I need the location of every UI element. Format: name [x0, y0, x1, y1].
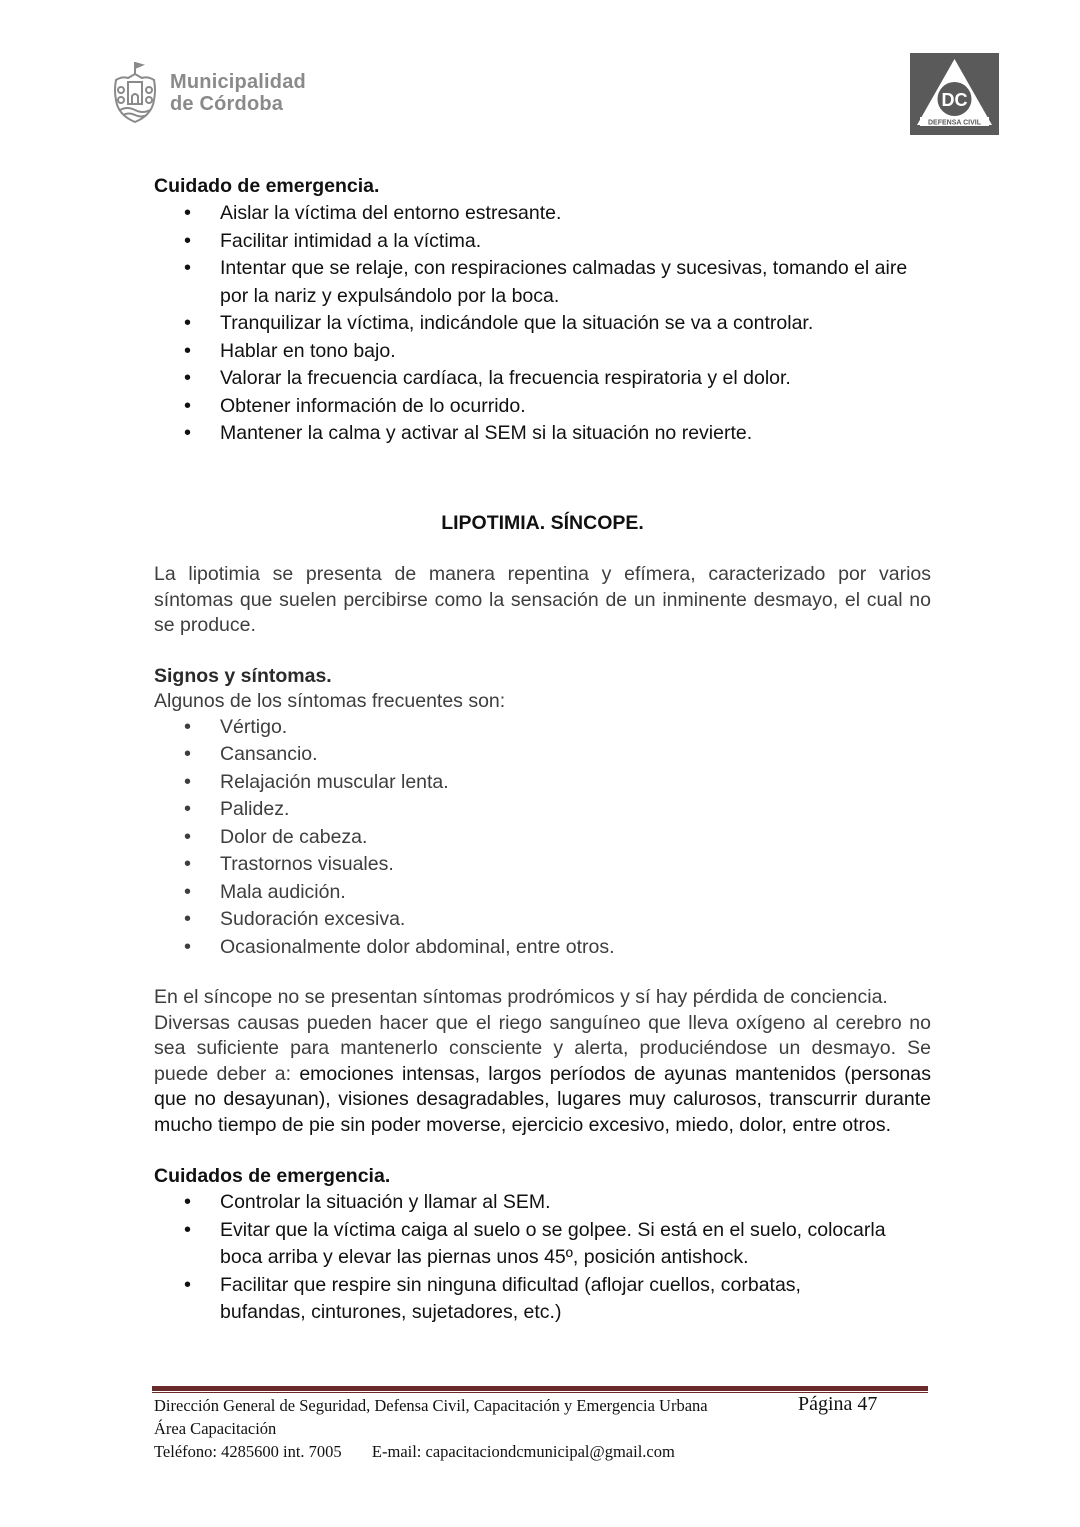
- footer-phone: Teléfono: 4285600 int. 7005: [154, 1442, 342, 1461]
- logo-text-line1: Municipalidad: [170, 71, 306, 93]
- logo-text-line2: de Córdoba: [170, 93, 284, 115]
- municipalidad-logo: [110, 60, 306, 126]
- footer-divider: [152, 1386, 928, 1391]
- defensa-civil-logo: [910, 53, 999, 135]
- causes-text-gray: Diversas causas pueden hacer que el riego sanguíneo que lleva oxígeno al cerebro no sea suficiente para mantenerlo consciente y alerta, produciéndose un desmayo. Se puede deber a:: [154, 1011, 931, 1085]
- list-item: • Sudoración excesiva.: [154, 906, 931, 934]
- page-number: Página 47: [798, 1393, 878, 1415]
- svg-text:DC: DC: [941, 90, 968, 110]
- list-item: • Tranquilizar la víctima, indicándole que la situación se va a controlar.: [154, 310, 931, 338]
- page-footer: [154, 1394, 930, 1463]
- list-item: • Controlar la situación y llamar al SEM.: [154, 1189, 931, 1217]
- list-item: • Ocasionalmente dolor abdominal, entre otros.: [154, 934, 931, 962]
- signs-intro: Algunos de los síntomas frecuentes son:: [154, 689, 506, 712]
- page-header: [0, 0, 1080, 150]
- list-item: • Facilitar que respire sin ninguna dificultad (aflojar cuellos, corbatas, bufandas, cinturones, sujetadores, etc.): [154, 1272, 931, 1327]
- list-item: • Mantener la calma y activar al SEM si la situación no revierte.: [154, 420, 931, 448]
- signs-list: [154, 714, 931, 962]
- list-item: • Obtener información de lo ocurrido.: [154, 393, 931, 421]
- list-item: • Intentar que se relaje, con respiraciones calmadas y sucesivas, tomando el aire por la nariz y expulsándolo por la boca.: [154, 255, 931, 310]
- list-item: • Evitar que la víctima caiga al suelo o se golpee. Si está en el suelo, colocarla boca arriba y elevar las piernas unos 45º, posición antishock.: [154, 1217, 931, 1272]
- section-lipotimia: [154, 562, 931, 1327]
- list-item: • Relajación muscular lenta.: [154, 769, 931, 797]
- list-item: • Valorar la frecuencia cardíaca, la frecuencia respiratoria y el dolor.: [154, 365, 931, 393]
- causes-text-black: emociones intensas, largos períodos de ayunas mantenidos (personas que no desayunan), visiones desagradables, lugares muy calurosos, transcurrir durante mucho tiempo de pie sin poder moverse, ejercicio excesivo, miedo, dolor, entre otros.: [154, 1062, 931, 1136]
- footer-department: Dirección General de Seguridad, Defensa Civil, Capacitación y Emergencia Urbana: [154, 1396, 708, 1415]
- intro-paragraph: La lipotimia se presenta de manera repentina y efímera, caracterizado por varios síntomas que suelen percibirse como la sensación de un inminente desmayo, el cual no se produce.: [154, 563, 931, 636]
- section-heading: Cuidado de emergencia.: [154, 175, 380, 197]
- list-item: • Cansancio.: [154, 741, 931, 769]
- list-item: • Trastornos visuales.: [154, 851, 931, 879]
- signs-heading: Signos y síntomas.: [154, 664, 332, 687]
- list-item: • Hablar en tono bajo.: [154, 338, 931, 366]
- list-item: • Dolor de cabeza.: [154, 824, 931, 852]
- city-crest-icon: [110, 60, 160, 126]
- defensa-civil-triangle-icon: [910, 53, 999, 135]
- care-heading: Cuidados de emergencia.: [154, 1165, 391, 1187]
- list-item: • Facilitar intimidad a la víctima.: [154, 228, 931, 256]
- list-item: • Aislar la víctima del entorno estresante.: [154, 200, 931, 228]
- footer-email: E-mail: capacitaciondcmunicipal@gmail.com: [371, 1442, 675, 1461]
- list-item: • Mala audición.: [154, 879, 931, 907]
- emergency-care-list: [154, 200, 931, 448]
- page-title: LIPOTIMIA. SÍNCOPE.: [441, 512, 644, 534]
- syncope-paragraph: En el síncope no se presentan síntomas prodrómicos y sí hay pérdida de conciencia.: [154, 986, 888, 1008]
- footer-contact: [154, 1440, 930, 1463]
- list-item: • Palidez.: [154, 796, 931, 824]
- list-item: • Vértigo.: [154, 714, 931, 742]
- section-emergency-care: [154, 172, 931, 448]
- footer-area: Área Capacitación: [154, 1419, 277, 1438]
- care-list: [154, 1189, 931, 1327]
- svg-text:DEFENSA CIVIL: DEFENSA CIVIL: [927, 119, 982, 127]
- causes-paragraph: [154, 1011, 931, 1139]
